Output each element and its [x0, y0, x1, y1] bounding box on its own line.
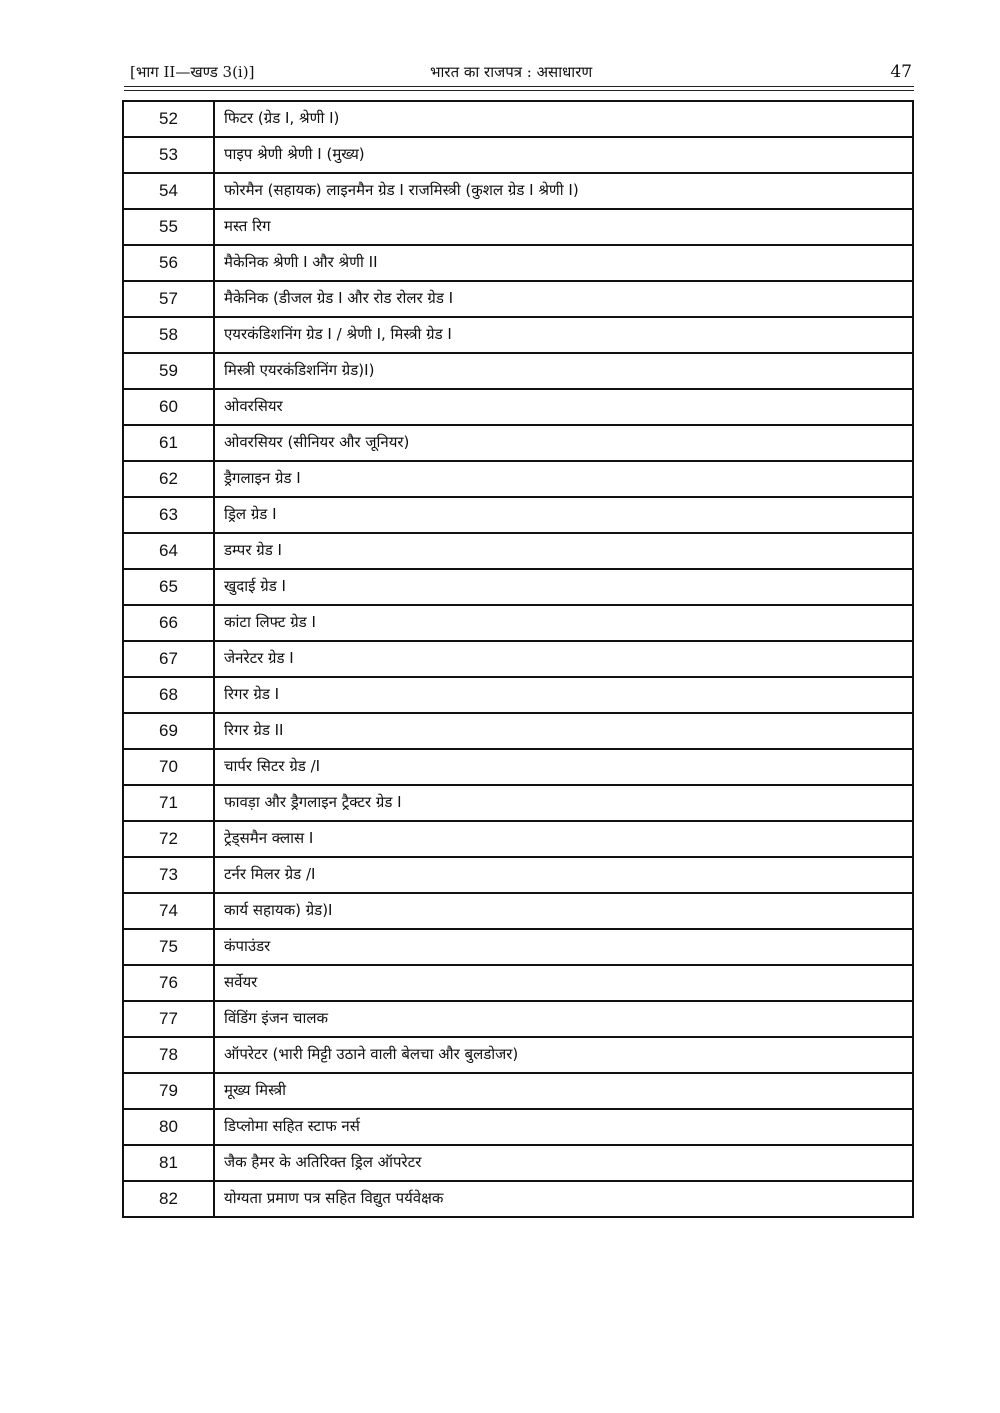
row-designation: रिगर ग्रेड I [214, 677, 913, 713]
table-row [123, 713, 913, 749]
table-row [123, 1001, 913, 1037]
row-designation: योग्यता प्रमाण पत्र सहित विद्युत पर्यवेक्षक [214, 1181, 913, 1217]
row-number: 62 [123, 461, 214, 497]
row-designation: जैक हैमर के अतिरिक्त ड्रिल ऑपरेटर [214, 1145, 913, 1181]
designation-table [122, 100, 914, 1218]
table-row [123, 1109, 913, 1145]
row-number: 79 [123, 1073, 214, 1109]
header-section-label: [भाग II—खण्ड 3(i)] [130, 63, 255, 81]
row-number: 65 [123, 569, 214, 605]
row-number: 67 [123, 641, 214, 677]
row-designation: ओवरसियर (सीनियर और जूनियर) [214, 425, 913, 461]
row-number: 82 [123, 1181, 214, 1217]
page-header [130, 62, 912, 84]
row-designation: टर्नर मिलर ग्रेड /I [214, 857, 913, 893]
table-row [123, 641, 913, 677]
row-number: 74 [123, 893, 214, 929]
row-number: 77 [123, 1001, 214, 1037]
row-designation: डम्पर ग्रेड I [214, 533, 913, 569]
table-row [123, 353, 913, 389]
row-number: 73 [123, 857, 214, 893]
row-number: 57 [123, 281, 214, 317]
row-designation: रिगर ग्रेड II [214, 713, 913, 749]
row-designation: डिप्लोमा सहित स्टाफ नर्स [214, 1109, 913, 1145]
table-row [123, 461, 913, 497]
table-row [123, 209, 913, 245]
table-row [123, 281, 913, 317]
row-designation: एयरकंडिशनिंग ग्रेड I / श्रेणी I, मिस्त्री ग्रेड I [214, 317, 913, 353]
table-row [123, 101, 913, 137]
row-number: 54 [123, 173, 214, 209]
row-designation: ड्रैगलाइन ग्रेड I [214, 461, 913, 497]
row-number: 72 [123, 821, 214, 857]
row-designation: ओवरसियर [214, 389, 913, 425]
row-designation: मैकेनिक श्रेणी I और श्रेणी II [214, 245, 913, 281]
table-row [123, 245, 913, 281]
table-row [123, 893, 913, 929]
row-designation: विंडिंग इंजन चालक [214, 1001, 913, 1037]
header-rule-top [124, 86, 914, 87]
header-rule-bottom [124, 90, 914, 91]
row-number: 56 [123, 245, 214, 281]
table-row [123, 749, 913, 785]
row-number: 69 [123, 713, 214, 749]
row-number: 68 [123, 677, 214, 713]
row-designation: कार्य सहायक) ग्रेड)I [214, 893, 913, 929]
row-designation: ट्रेड्समैन क्लास I [214, 821, 913, 857]
table-row [123, 677, 913, 713]
row-number: 76 [123, 965, 214, 1001]
table-row [123, 137, 913, 173]
row-designation: मिस्त्री एयरकंडिशनिंग ग्रेड)I) [214, 353, 913, 389]
row-number: 66 [123, 605, 214, 641]
page-number: 47 [890, 62, 912, 82]
table-body [123, 101, 913, 1217]
row-number: 52 [123, 101, 214, 137]
row-designation: ऑपरेटर (भारी मिट्टी उठाने वाली बेलचा और बुलडोजर) [214, 1037, 913, 1073]
row-number: 53 [123, 137, 214, 173]
table-row [123, 533, 913, 569]
row-number: 80 [123, 1109, 214, 1145]
row-number: 71 [123, 785, 214, 821]
row-designation: ड्रिल ग्रेड I [214, 497, 913, 533]
row-designation: कंपाउंडर [214, 929, 913, 965]
table-row [123, 497, 913, 533]
row-number: 81 [123, 1145, 214, 1181]
table-row [123, 1073, 913, 1109]
header-gazette-title: भारत का राजपत्र : असाधारण [430, 63, 593, 81]
row-designation: फावड़ा और ड्रैगलाइन ट्रैक्टर ग्रेड I [214, 785, 913, 821]
row-designation: मैकेनिक (डीजल ग्रेड I और रोड रोलर ग्रेड I [214, 281, 913, 317]
row-designation: कांटा लिफ्ट ग्रेड I [214, 605, 913, 641]
row-number: 75 [123, 929, 214, 965]
row-designation: जेनरेटर ग्रेड I [214, 641, 913, 677]
row-designation: चार्पर सिटर ग्रेड /I [214, 749, 913, 785]
table-row [123, 173, 913, 209]
row-number: 55 [123, 209, 214, 245]
row-number: 60 [123, 389, 214, 425]
row-number: 58 [123, 317, 214, 353]
table-row [123, 605, 913, 641]
table-row [123, 317, 913, 353]
row-number: 78 [123, 1037, 214, 1073]
table-row [123, 389, 913, 425]
table-row [123, 965, 913, 1001]
row-number: 59 [123, 353, 214, 389]
table-row [123, 1181, 913, 1217]
row-designation: खुदाई ग्रेड I [214, 569, 913, 605]
row-designation: फिटर (ग्रेड I, श्रेणी I) [214, 101, 913, 137]
row-number: 70 [123, 749, 214, 785]
table-row [123, 1145, 913, 1181]
row-designation: सर्वेयर [214, 965, 913, 1001]
row-number: 61 [123, 425, 214, 461]
row-designation: मूख्य मिस्त्री [214, 1073, 913, 1109]
table-row [123, 857, 913, 893]
row-designation: फोरमैन (सहायक) लाइनमैन ग्रेड I राजमिस्त्री (कुशल ग्रेड I श्रेणी I) [214, 173, 913, 209]
row-designation: मस्त रिग [214, 209, 913, 245]
row-number: 64 [123, 533, 214, 569]
row-designation: पाइप श्रेणी श्रेणी I (मुख्य) [214, 137, 913, 173]
table-row [123, 425, 913, 461]
row-number: 63 [123, 497, 214, 533]
table-row [123, 1037, 913, 1073]
table-row [123, 929, 913, 965]
table-row [123, 785, 913, 821]
table-row [123, 821, 913, 857]
table-row [123, 569, 913, 605]
